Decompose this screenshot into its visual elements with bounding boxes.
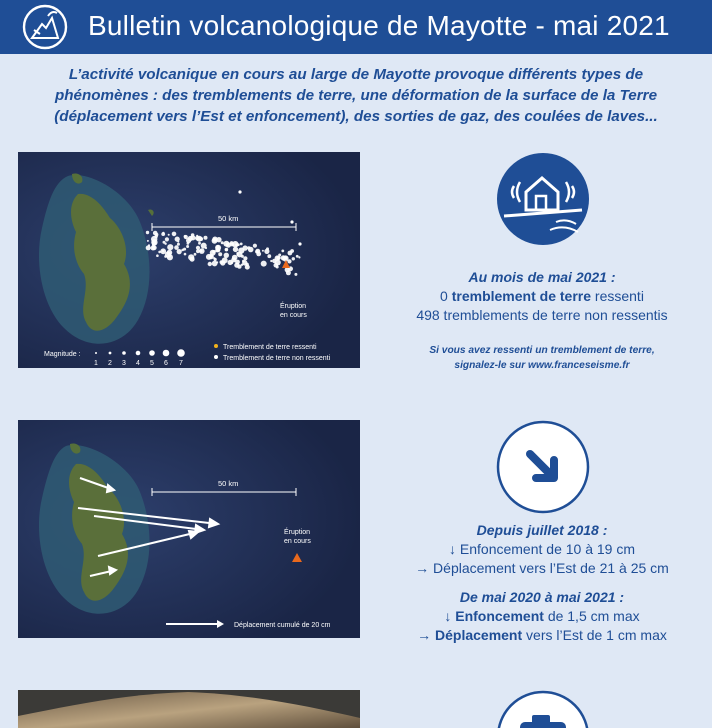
felt-line (372, 287, 712, 306)
earthquake-dot (151, 246, 156, 251)
seismicity-heading: Au mois de mai 2021 : (468, 269, 616, 285)
earthquake-dot (186, 245, 189, 248)
earthquake-dot (298, 256, 300, 258)
earthquake-dot (199, 237, 203, 241)
house-earthquake-icon (496, 152, 590, 246)
earthquake-dot (253, 244, 257, 248)
magnitude-1: 1 (94, 360, 98, 367)
deformation-line-2 (372, 559, 712, 578)
earthquake-dot (212, 250, 215, 253)
earthquake-dot (292, 257, 295, 260)
earthquake-dot (217, 248, 220, 251)
deformation-line-3 (372, 607, 712, 626)
earthquake-dot (198, 242, 201, 245)
earthquake-dot (277, 256, 281, 260)
magnitude-4: 4 (136, 360, 140, 367)
camera-icon (496, 690, 590, 728)
line-2-text: Déplacement vers l’Est de 21 à 25 cm (433, 560, 669, 576)
felt-count: 0 (440, 288, 448, 304)
map1-eruption-label-1: Éruption (280, 303, 307, 310)
earthquake-dot (237, 252, 243, 258)
earthquake-dot (264, 249, 269, 254)
earthquake-dot (224, 253, 229, 258)
map2-eruption-label-2: en cours (284, 538, 311, 545)
earthquake-dot (245, 263, 249, 267)
report-note-2: signalez-le sur www.franceseisme.fr (454, 360, 630, 371)
earthquake-dot (204, 236, 208, 240)
earthquake-dot (156, 254, 159, 257)
line-1-text: Enfoncement de 10 à 19 cm (459, 541, 635, 557)
earthquake-dot (267, 254, 271, 258)
earthquake-dot (146, 231, 149, 234)
map1-scale-label: 50 km (218, 214, 239, 223)
earthquake-dot (160, 248, 166, 254)
line-3-bold: Enfoncement (455, 608, 544, 624)
earthquake-dot (262, 250, 264, 252)
earthquake-dot (235, 243, 238, 246)
magnitude-3: 3 (122, 360, 126, 367)
earthquake-dot (220, 260, 225, 265)
earthquake-dot (230, 241, 234, 245)
earthquake-dot (261, 261, 267, 267)
not-felt-line: 498 tremblements de terre non ressentis (416, 307, 668, 323)
seismicity-map (18, 152, 360, 368)
magnitude-label: Magnitude : (44, 351, 81, 358)
earthquake-dot (199, 248, 205, 254)
earthquake-dot (286, 270, 291, 275)
magnitude-7: 7 (179, 360, 183, 367)
earthquake-dot (196, 246, 200, 250)
earthquake-dot (184, 253, 187, 256)
felt-suffix: ressenti (594, 288, 644, 304)
line-3-text: de 1,5 cm max (547, 608, 640, 624)
gas-photo (18, 690, 360, 728)
earthquake-dot (165, 237, 169, 241)
report-note-1: Si vous avez ressenti un tremblement de terre, (429, 345, 655, 356)
deformation-heading-1: Depuis juillet 2018 : (476, 522, 608, 538)
earthquake-dot (177, 243, 180, 246)
earthquake-dot (284, 256, 287, 259)
line-4-bold: Déplacement (435, 627, 523, 643)
header-banner (0, 0, 712, 54)
magnitude-2: 2 (108, 360, 112, 367)
earthquake-dot (294, 273, 297, 276)
earthquake-dot (281, 250, 284, 253)
earthquake-dot (274, 263, 279, 268)
earthquake-dot (238, 190, 241, 193)
earthquake-dot (167, 244, 173, 250)
map1-eruption-label-2: en cours (280, 312, 307, 319)
legend-felt-label: Tremblement de terre ressenti (223, 344, 317, 351)
earthquake-dot (270, 260, 272, 262)
down-arrow-glyph-2: ↓ (444, 608, 452, 624)
earthquake-dot (168, 234, 170, 236)
earthquake-dot (208, 262, 212, 266)
earthquake-dot (242, 245, 247, 250)
map2-eruption-label-1: Éruption (284, 529, 311, 536)
magnitude-5: 5 (150, 360, 154, 367)
earthquake-dot (212, 237, 217, 242)
deformation-heading-2: De mai 2020 à mai 2021 : (459, 589, 625, 605)
earthquake-dot (181, 249, 184, 252)
earthquake-dot (174, 245, 179, 250)
southeast-arrow-icon (496, 420, 590, 514)
earthquake-dot (184, 235, 187, 238)
earthquake-dot (242, 260, 245, 263)
earthquake-dot (167, 250, 173, 256)
earthquake-dot (298, 242, 301, 245)
earthquake-dot (234, 263, 239, 268)
right-arrow-glyph: → (415, 560, 430, 576)
legend-felt-dot (214, 344, 218, 348)
earthquake-dot (290, 220, 293, 223)
earthquake-dot (163, 241, 166, 244)
earthquake-dot (148, 244, 150, 246)
earthquake-dot (172, 232, 177, 237)
deformation-map (18, 420, 360, 638)
line-4-text: vers l’Est de 1 cm max (526, 627, 667, 643)
right-arrow-glyph-2: → (417, 627, 432, 643)
intro-paragraph: L’activité volcanique en cours au large de Mayotte provoque différents types de phénomènes : des tremblements de terre, une déformation de la surface de la Terre (déplacement vers l’Est et enfoncement), des sorties de gaz, des coulées de laves... (54, 66, 658, 125)
magnitude-6: 6 (164, 360, 168, 367)
earthquake-dot (201, 243, 207, 249)
earthquake-dot (209, 254, 214, 259)
earthquake-dot (233, 247, 238, 252)
down-arrow-glyph: ↓ (449, 541, 456, 557)
earthquake-dot (212, 261, 218, 267)
earthquake-dot (256, 252, 261, 257)
deformation-line-1 (372, 540, 712, 559)
deformation-info (372, 521, 712, 645)
earthquake-dot (175, 237, 180, 242)
earthquake-dot (147, 240, 149, 242)
map2-scale-label: 50 km (218, 479, 239, 488)
earthquake-dot (240, 243, 243, 246)
earthquake-dot (228, 260, 233, 265)
earthquake-dot (225, 248, 228, 251)
earthquake-dot (195, 236, 200, 241)
earthquake-dot (223, 241, 229, 247)
earthquake-dot (288, 251, 293, 256)
page-title: Bulletin volcanologique de Mayotte - mai 2021 (88, 10, 670, 41)
earthquake-dot (161, 232, 165, 236)
earthquake-dot (218, 252, 222, 256)
earthquake-dot (194, 253, 197, 256)
earthquake-dot (153, 231, 158, 236)
displacement-legend: Déplacement cumulé de 20 cm (234, 622, 331, 629)
earthquake-dot (177, 249, 182, 254)
legend-not-felt-label: Tremblement de terre non ressenti (223, 355, 331, 362)
volcano-observatory-logo-icon (22, 4, 68, 50)
earthquake-dot (190, 257, 195, 262)
earthquake-dot (158, 251, 161, 254)
deformation-line-4 (372, 626, 712, 645)
legend-not-felt-dot (214, 355, 218, 359)
seismicity-info (372, 268, 712, 373)
earthquake-dot (296, 255, 299, 258)
earthquake-dot (221, 241, 224, 244)
felt-label: tremblement de terre (451, 288, 592, 304)
